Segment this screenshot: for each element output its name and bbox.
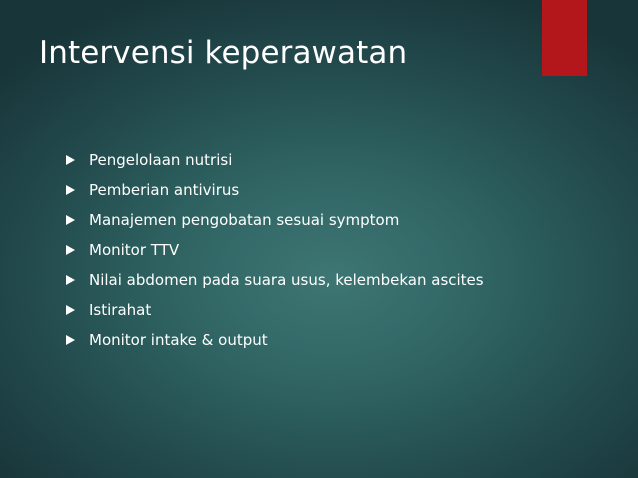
bullet-item (66, 295, 484, 325)
triangle-right-icon (66, 155, 75, 165)
bullet-text: Nilai abdomen pada suara usus, kelembekan ascites (89, 271, 484, 289)
bullet-text: Istirahat (89, 301, 152, 319)
bullet-item (66, 205, 484, 235)
triangle-right-icon (66, 185, 75, 195)
bullet-item (66, 265, 484, 295)
bullet-item (66, 145, 484, 175)
bullet-text: Monitor intake & output (89, 331, 268, 349)
bullet-item (66, 325, 484, 355)
bullet-item (66, 235, 484, 265)
triangle-right-icon (66, 215, 75, 225)
bullet-text: Pengelolaan nutrisi (89, 151, 233, 169)
bullet-item (66, 175, 484, 205)
triangle-right-icon (66, 245, 75, 255)
triangle-right-icon (66, 275, 75, 285)
bullet-text: Pemberian antivirus (89, 181, 240, 199)
bullet-text: Manajemen pengobatan sesuai symptom (89, 211, 400, 229)
triangle-right-icon (66, 305, 75, 315)
bullet-text: Monitor TTV (89, 241, 180, 259)
bullet-list (66, 145, 484, 355)
slide-title: Intervensi keperawatan (39, 35, 408, 71)
accent-bar (542, 0, 587, 76)
triangle-right-icon (66, 335, 75, 345)
